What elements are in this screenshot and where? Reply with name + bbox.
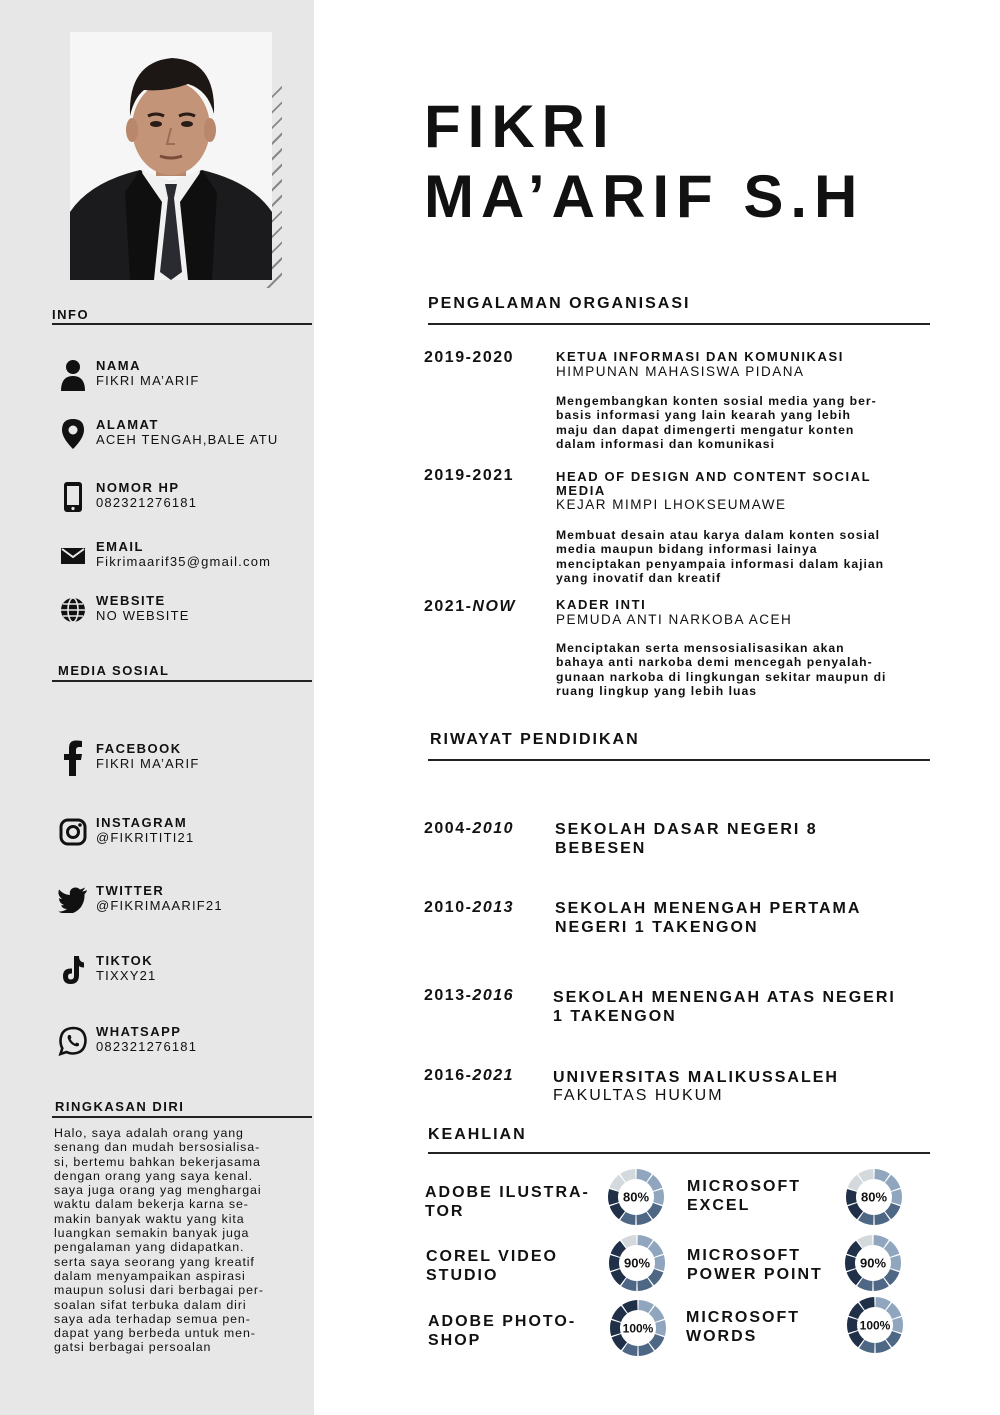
experience-year: 2021-NOW (424, 598, 517, 615)
experience-desc: Membuat desain atau karya dalam konten sosial media maupun bidang informasi lainya menciptakan penyampaia informasi dalam kajian yang inovatif dan kreatif (556, 528, 885, 585)
skill-ring-segment (890, 1255, 901, 1271)
social-label: INSTAGRAM (96, 815, 188, 830)
skill-percent-label: 90% (623, 1255, 651, 1271)
name-line-1: FIKRI (424, 93, 616, 160)
education-year: 2004-2010 (424, 820, 515, 837)
summary-divider (52, 1116, 312, 1118)
instagram-icon (58, 815, 88, 849)
info-divider (52, 323, 312, 325)
skill-ring (845, 1168, 903, 1226)
experience-org: KEJAR MIMPI LHOKSEUMAWE (556, 497, 787, 512)
education-school: SEKOLAH DASAR NEGERI 8 BEBESEN (555, 821, 818, 857)
info-label: WEBSITE (96, 593, 166, 608)
skill-ring-segment (845, 1255, 856, 1271)
info-label: NAMA (96, 358, 141, 373)
envelope-icon (58, 539, 88, 573)
experience-title: HEAD OF DESIGN AND CONTENT SOCIAL MEDIA (556, 469, 871, 498)
skill-name: MICROSOFT POWER POINT (687, 1247, 823, 1283)
education-school: SEKOLAH MENENGAH PERTAMA NEGERI 1 TAKENGON (555, 900, 861, 936)
social-divider (52, 680, 312, 682)
social-value: 082321276181 (96, 1039, 198, 1054)
education-heading: RIWAYAT PENDIDIKAN (430, 731, 640, 748)
skill-ring (846, 1296, 904, 1354)
skill-name: MICROSOFT EXCEL (687, 1178, 801, 1214)
info-label: NOMOR HP (96, 480, 180, 495)
info-value: 082321276181 (96, 495, 198, 510)
social-heading: MEDIA SOSIAL (58, 663, 170, 678)
experience-org: HIMPUNAN MAHASISWA PIDANA (556, 364, 805, 379)
skill-ring-segment (610, 1320, 621, 1336)
education-faculty: FAKULTAS HUKUM (553, 1087, 724, 1104)
profile-photo (70, 32, 272, 280)
skill-name: ADOBE PHOTO- SHOP (428, 1313, 577, 1349)
education-year: 2016-2021 (424, 1067, 515, 1084)
social-value: TIXXY21 (96, 968, 157, 983)
social-value: @FIKRITITI21 (96, 830, 195, 845)
skills-heading: KEAHLIAN (428, 1126, 527, 1143)
education-year: 2013-2016 (424, 987, 515, 1004)
summary-text: Halo, saya adalah orang yang senang dan mudah bersosialisa- si, bertemu bahkan bekerjasama dengan orang yang saya kenal. saya juga orang yag menghargai waktu dalam bekerja karna se- makin banyak waktu yang kita luangkan semakin banyak juga pengalaman yang didapatkan. serta saya seorang yang kreatif dalam menyampaikan aspirasi maupun solusi dari berbagai per- soalan sifat terbuka dalam diri saya ada terhadap semua pen- dapat yang berbeda untuk men- gatsi berbagai persoalan (54, 1126, 264, 1355)
education-year: 2010-2013 (424, 899, 515, 916)
experience-title: KETUA INFORMASI DAN KOMUNIKASI (556, 349, 845, 364)
location-pin-icon (58, 417, 88, 451)
education-school: UNIVERSITAS MALIKUSSALEH (553, 1069, 839, 1086)
skill-ring-segment (608, 1189, 619, 1205)
info-label: EMAIL (96, 539, 144, 554)
experience-org: PEMUDA ANTI NARKOBA ACEH (556, 612, 793, 627)
social-value: @FIKRIMAARIF21 (96, 898, 223, 913)
phone-icon (58, 480, 88, 514)
skill-ring (608, 1234, 666, 1292)
tiktok-icon (58, 953, 88, 987)
social-value: FIKRI MA’ARIF (96, 756, 200, 771)
social-label: TIKTOK (96, 953, 154, 968)
skill-ring-segment (846, 1189, 857, 1205)
name-line-2: MA’ARIF S.H (424, 163, 865, 230)
skill-name: COREL VIDEO STUDIO (426, 1248, 558, 1284)
facebook-icon (58, 741, 88, 775)
summary-heading: RINGKASAN DIRI (55, 1099, 185, 1114)
skill-name: ADOBE ILUSTRA- TOR (425, 1184, 590, 1220)
skill-percent-label: 80% (860, 1189, 888, 1205)
twitter-icon (58, 883, 88, 917)
skill-ring-segment (891, 1189, 902, 1205)
experience-title: KADER INTI (556, 597, 647, 612)
skill-ring-segment (653, 1189, 664, 1205)
education-divider (428, 759, 930, 761)
full-name (424, 92, 864, 232)
skill-ring-segment (847, 1317, 858, 1333)
social-label: WHATSAPP (96, 1024, 182, 1039)
experience-heading: PENGALAMAN ORGANISASI (428, 295, 691, 312)
social-label: TWITTER (96, 883, 165, 898)
whatsapp-icon (58, 1024, 88, 1058)
skill-ring-segment (892, 1317, 903, 1333)
info-value: NO WEBSITE (96, 608, 190, 623)
skill-percent-label: 90% (859, 1255, 887, 1271)
skill-ring-segment (655, 1320, 666, 1336)
info-heading: INFO (52, 307, 90, 322)
info-label: ALAMAT (96, 417, 159, 432)
person-icon (58, 358, 88, 392)
experience-desc: Menciptakan serta mensosialisasikan akan bahaya anti narkoba demi mencegah penyalah- gunaan narkoba di lingkungan sekitar maupun di ruang lingkup yang lebih luas (556, 641, 887, 698)
info-value: FIKRI MA’ARIF (96, 373, 200, 388)
skill-percent-label: 100% (859, 1318, 891, 1333)
skill-ring (844, 1234, 902, 1292)
skill-percent-label: 100% (622, 1321, 654, 1336)
skill-percent-label: 80% (622, 1189, 650, 1205)
social-label: FACEBOOK (96, 741, 182, 756)
experience-divider (428, 323, 930, 325)
skill-ring-segment (609, 1255, 620, 1271)
globe-icon (58, 593, 88, 627)
skill-ring (607, 1168, 665, 1226)
skill-ring-segment (654, 1255, 665, 1271)
experience-year: 2019-2020 (424, 349, 515, 366)
education-school: SEKOLAH MENENGAH ATAS NEGERI 1 TAKENGON (553, 989, 896, 1025)
skill-name: MICROSOFT WORDS (686, 1309, 800, 1345)
skills-divider (428, 1152, 930, 1154)
info-value: Fikrimaarif35@gmail.com (96, 554, 272, 569)
info-value: ACEH TENGAH,BALE ATU (96, 432, 279, 447)
experience-year: 2019-2021 (424, 467, 515, 484)
experience-desc: Mengembangkan konten sosial media yang ber- basis informasi yang lain kearah yang lebih maju dan dapat dimengerti mengatur konten dalam informasi dan komunikasi (556, 394, 877, 451)
skill-ring (609, 1299, 667, 1357)
